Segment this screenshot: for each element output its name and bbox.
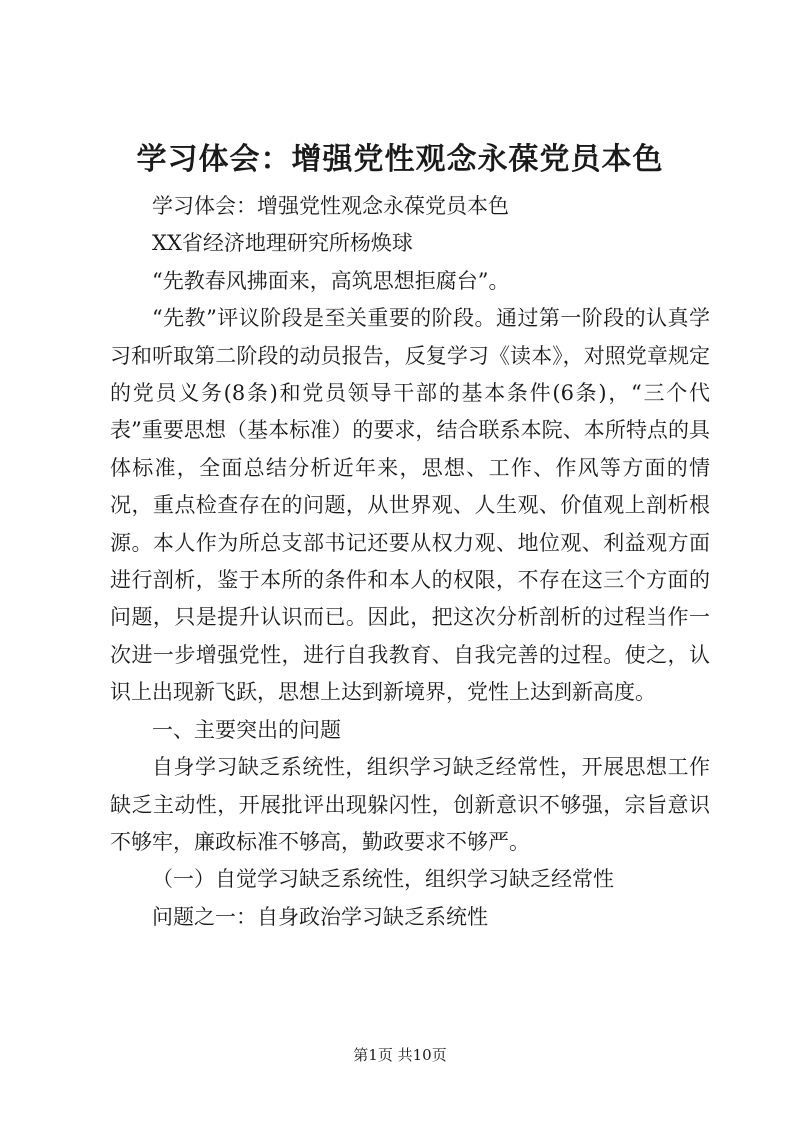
subsection-heading: （一）自觉学习缺乏系统性，组织学习缺乏经常性 bbox=[152, 867, 614, 892]
body-paragraph: “先教”评议阶段是至关重要的阶段。通过第一阶段的认真学习和听取第二阶段的动员报告，反复学习《读本》，对照党章规定的党员义务(8条)和党员领导干部的基本条件(6条)，“三个代表”重要思想（基本标准）的要求，结合联系本院、本所特点的具体标准，全面总结分析近年来，思想、工作、作风等方面的情况，重点检查存在的问题，从世界观、人生观、价值观上剖析根源。本人作为所总支部书记还要从权力观、地位观、利益观方面进行剖析，鉴于本所的条件和本人的权限，不存在这三个方面的问题，只是提升认识而已。因此，把这次分析剖析的过程当作一次进一步增强党性，进行自我教育、自我完善的过程。使之，认识上出现新飞跃，思想上达到新境界，党性上达到新高度。 bbox=[110, 306, 710, 705]
issue-heading: 问题之一：自身政治学习缺乏系统性 bbox=[152, 904, 488, 929]
author-paragraph: XX省经济地理研究所杨焕球 bbox=[152, 231, 413, 256]
subtitle-paragraph: 学习体会：增强党性观念永葆党员本色 bbox=[152, 194, 509, 218]
body-paragraph: 自身学习缺乏系统性，组织学习缺乏经常性，开展思想工作缺乏主动性，开展批评出现躲闪性，创新意识不够强，宗旨意识不够牢，廉政标准不够高，勤政要求不够严。 bbox=[110, 755, 710, 854]
page-number-footer: 第1页 共10页 bbox=[353, 1046, 447, 1064]
quote-paragraph: “先教春风拂面来，高筑思想拒腐台”。 bbox=[152, 268, 510, 293]
section-heading: 一、主要突出的问题 bbox=[152, 717, 341, 742]
document-title: 学习体会：增强党性观念永葆党员本色 bbox=[136, 142, 664, 177]
document-body bbox=[110, 188, 710, 936]
